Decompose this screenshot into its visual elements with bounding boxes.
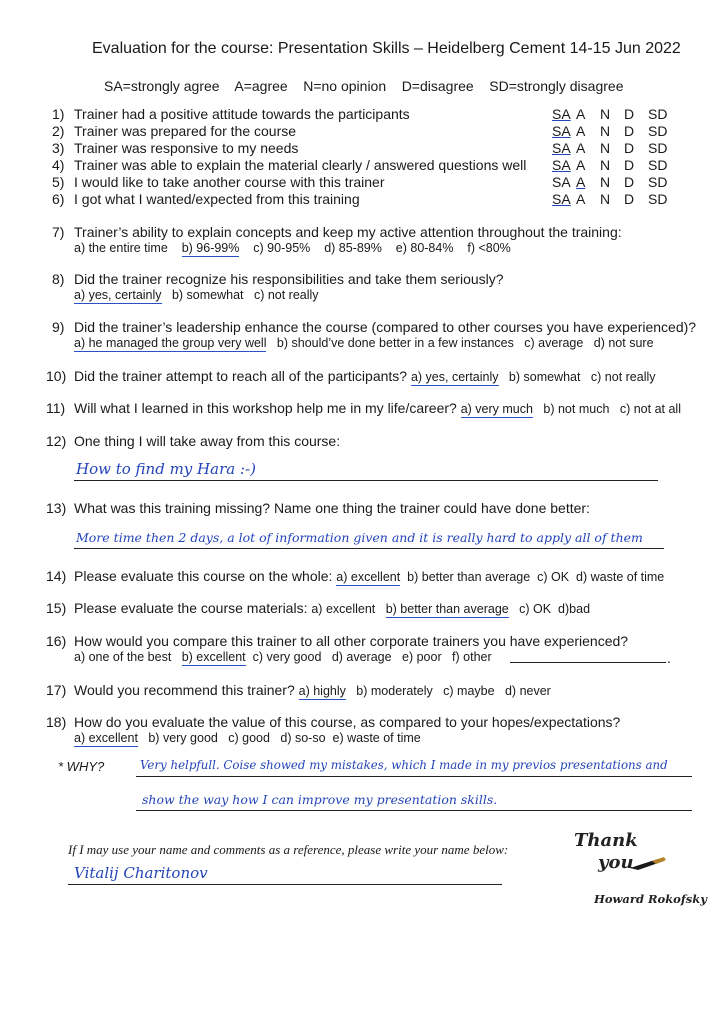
pen-icon bbox=[628, 856, 668, 872]
option[interactable]: d) not sure bbox=[593, 336, 654, 350]
rating-option-selected[interactable]: SA bbox=[552, 191, 571, 207]
rating-option[interactable]: SD bbox=[648, 157, 668, 173]
question-8: 8) Did the trainer recognize his responsibilities and take them seriously? bbox=[52, 271, 504, 287]
option[interactable]: f) other bbox=[452, 650, 492, 664]
question-18-options bbox=[74, 731, 421, 745]
option[interactable]: b) better than average bbox=[407, 570, 531, 584]
answer-line bbox=[136, 776, 692, 777]
period-mark: . bbox=[667, 650, 671, 666]
option[interactable]: c) 90-95% bbox=[253, 241, 311, 255]
option[interactable]: f) <80% bbox=[467, 241, 511, 255]
rating-option[interactable]: SD bbox=[648, 174, 668, 190]
rating-option[interactable]: D bbox=[624, 106, 635, 122]
why-label: * WHY? bbox=[58, 759, 105, 774]
option[interactable]: b) not much bbox=[543, 402, 610, 416]
rating-option[interactable]: SD bbox=[648, 123, 668, 139]
question-8-options bbox=[74, 288, 319, 302]
option[interactable]: b) should’ve done better in a few instances bbox=[276, 336, 514, 350]
question-7: 7) Trainer’s ability to explain concepts and keep my active attention throughout the training: bbox=[52, 224, 622, 240]
rating-option[interactable]: N bbox=[600, 191, 611, 207]
signature: Howard Rokofsky bbox=[594, 892, 707, 906]
option[interactable]: b) moderately bbox=[356, 684, 433, 698]
option-selected[interactable]: a) highly bbox=[298, 684, 346, 698]
option[interactable]: c) very good bbox=[252, 650, 322, 664]
rated-question: 3) Trainer was responsive to my needs bbox=[52, 140, 299, 156]
option[interactable]: a) one of the best bbox=[74, 650, 172, 664]
option[interactable]: d) waste of time bbox=[576, 570, 665, 584]
option[interactable]: d) never bbox=[504, 684, 551, 698]
rating-option-selected[interactable]: SA bbox=[552, 106, 571, 122]
option[interactable]: b) very good bbox=[148, 731, 218, 745]
option[interactable]: c) maybe bbox=[443, 684, 495, 698]
option[interactable]: b) somewhat bbox=[171, 288, 244, 302]
why-answer-line-2[interactable]: show the way how I can improve my presentation skills. bbox=[142, 792, 498, 807]
reference-prompt: If I may use your name and comments as a reference, please write your name below: bbox=[68, 842, 509, 857]
rated-question: 4) Trainer was able to explain the material clearly / answered questions well bbox=[52, 157, 527, 173]
you-text: you bbox=[598, 852, 634, 873]
option-selected[interactable]: b) better than average bbox=[385, 602, 509, 616]
option[interactable]: a) excellent bbox=[311, 602, 376, 616]
name-line bbox=[68, 884, 502, 885]
option[interactable]: e) waste of time bbox=[332, 731, 421, 745]
rating-option-selected[interactable]: SA bbox=[552, 140, 571, 156]
why-answer-line-1[interactable]: Very helpfull. Coise showed my mistakes, which I made in my previos presentations and bbox=[140, 758, 668, 772]
question-10: 10) Did the trainer attempt to reach all of the participants? a) yes, certainly b) somewhat c) not really bbox=[46, 368, 656, 384]
question-15: 15) Please evaluate the course materials: a) excellent b) better than average c) OK d)bad bbox=[46, 600, 591, 616]
rating-option-selected[interactable]: SA bbox=[552, 157, 571, 173]
other-line[interactable] bbox=[510, 662, 666, 663]
question-12: 12) One thing I will take away from this course: bbox=[46, 433, 341, 449]
rating-option[interactable]: SD bbox=[648, 191, 668, 207]
answer-13[interactable]: More time then 2 days, a lot of information given and it is really hard to apply all of them bbox=[76, 530, 643, 545]
question-9: 9) Did the trainer’s leadership enhance the course (compared to other courses you have experienced)? bbox=[52, 319, 697, 335]
rated-question: 1) Trainer had a positive attitude towards the participants bbox=[52, 106, 410, 122]
option[interactable]: d) average bbox=[331, 650, 392, 664]
rating-scale bbox=[552, 123, 672, 141]
rating-option[interactable]: N bbox=[600, 140, 611, 156]
answer-12[interactable]: How to find my Hara :-) bbox=[76, 460, 256, 478]
rating-option[interactable]: D bbox=[624, 157, 635, 173]
answer-line bbox=[74, 548, 664, 549]
reference-name[interactable]: Vitalij Charitonov bbox=[74, 864, 208, 882]
option[interactable]: c) average bbox=[524, 336, 584, 350]
rating-scale bbox=[552, 174, 672, 192]
option-selected[interactable]: a) yes, certainly bbox=[74, 288, 162, 302]
page-title: Evaluation for the course: Presentation Skills – Heidelberg Cement 14-15 Jun 2022 bbox=[92, 40, 681, 57]
rating-option[interactable]: N bbox=[600, 106, 611, 122]
option[interactable]: c) not really bbox=[253, 288, 319, 302]
rating-option[interactable]: N bbox=[600, 157, 611, 173]
scale-legend: SA=strongly agree A=agree N=no opinion D=disagree SD=strongly disagree bbox=[104, 78, 624, 94]
rating-option[interactable]: D bbox=[624, 174, 635, 190]
question-9-options bbox=[74, 336, 654, 350]
thank-text: Thank bbox=[574, 830, 638, 851]
rating-scale bbox=[552, 140, 672, 158]
rating-scale bbox=[552, 191, 672, 209]
option[interactable]: d) 85-89% bbox=[324, 241, 382, 255]
option[interactable]: a) the entire time bbox=[74, 241, 168, 255]
rating-option[interactable]: D bbox=[624, 191, 635, 207]
option[interactable]: e) 80-84% bbox=[395, 241, 454, 255]
option-selected[interactable]: b) excellent bbox=[181, 650, 246, 664]
question-14: 14) Please evaluate this course on the whole: a) excellent b) better than average c) OK d) waste of time bbox=[46, 568, 665, 584]
option[interactable]: c) good bbox=[228, 731, 270, 745]
rating-option[interactable]: N bbox=[600, 174, 611, 190]
rating-option[interactable]: D bbox=[624, 140, 635, 156]
option[interactable]: b) somewhat bbox=[508, 370, 581, 384]
rating-option[interactable]: SA bbox=[552, 174, 571, 190]
rating-option[interactable]: A bbox=[576, 123, 586, 139]
answer-line bbox=[136, 810, 692, 811]
rating-option[interactable]: SD bbox=[648, 140, 668, 156]
rating-option-selected[interactable]: SA bbox=[552, 123, 571, 139]
option[interactable]: d)bad bbox=[558, 602, 591, 616]
rating-option[interactable]: A bbox=[576, 191, 586, 207]
option[interactable]: c) not really bbox=[590, 370, 656, 384]
option[interactable]: c) OK bbox=[519, 602, 552, 616]
option-selected[interactable]: a) he managed the group very well bbox=[74, 336, 267, 350]
question-17: 17) Would you recommend this trainer? a) highly b) moderately c) maybe d) never bbox=[46, 682, 551, 698]
rating-option[interactable]: D bbox=[624, 123, 635, 139]
question-16-options bbox=[74, 650, 492, 664]
question-18: 18) How do you evaluate the value of this course, as compared to your hopes/expectations? bbox=[46, 714, 621, 730]
rating-option[interactable]: N bbox=[600, 123, 611, 139]
rated-question: 5) I would like to take another course with this trainer bbox=[52, 174, 385, 190]
option[interactable]: e) poor bbox=[402, 650, 442, 664]
question-13: 13) What was this training missing? Name one thing the trainer could have done better: bbox=[46, 500, 590, 516]
rated-question: 6) I got what I wanted/expected from this training bbox=[52, 191, 360, 207]
question-16: 16) How would you compare this trainer to all other corporate trainers you have experienced? bbox=[46, 633, 629, 649]
option-selected[interactable]: a) very much bbox=[460, 402, 533, 416]
option[interactable]: c) not at all bbox=[619, 402, 681, 416]
question-11: 11) Will what I learned in this workshop help me in my life/career? a) very much b) not much c) not at all bbox=[46, 400, 681, 416]
answer-line bbox=[74, 480, 658, 481]
rating-option[interactable]: A bbox=[576, 106, 586, 122]
question-7-options bbox=[74, 241, 511, 255]
rating-option[interactable]: A bbox=[576, 157, 586, 173]
rating-scale bbox=[552, 157, 672, 175]
rating-option[interactable]: A bbox=[576, 140, 586, 156]
option[interactable]: c) OK bbox=[537, 570, 570, 584]
option-selected[interactable]: a) yes, certainly bbox=[410, 370, 499, 384]
option-selected[interactable]: a) excellent bbox=[336, 570, 401, 584]
rating-scale bbox=[552, 106, 672, 124]
rating-option-selected[interactable]: A bbox=[576, 174, 586, 190]
option[interactable]: d) so-so bbox=[280, 731, 326, 745]
option-selected[interactable]: a) excellent bbox=[74, 731, 138, 745]
rating-option[interactable]: SD bbox=[648, 106, 668, 122]
rated-question: 2) Trainer was prepared for the course bbox=[52, 123, 297, 139]
option-selected[interactable]: b) 96-99% bbox=[181, 241, 240, 255]
